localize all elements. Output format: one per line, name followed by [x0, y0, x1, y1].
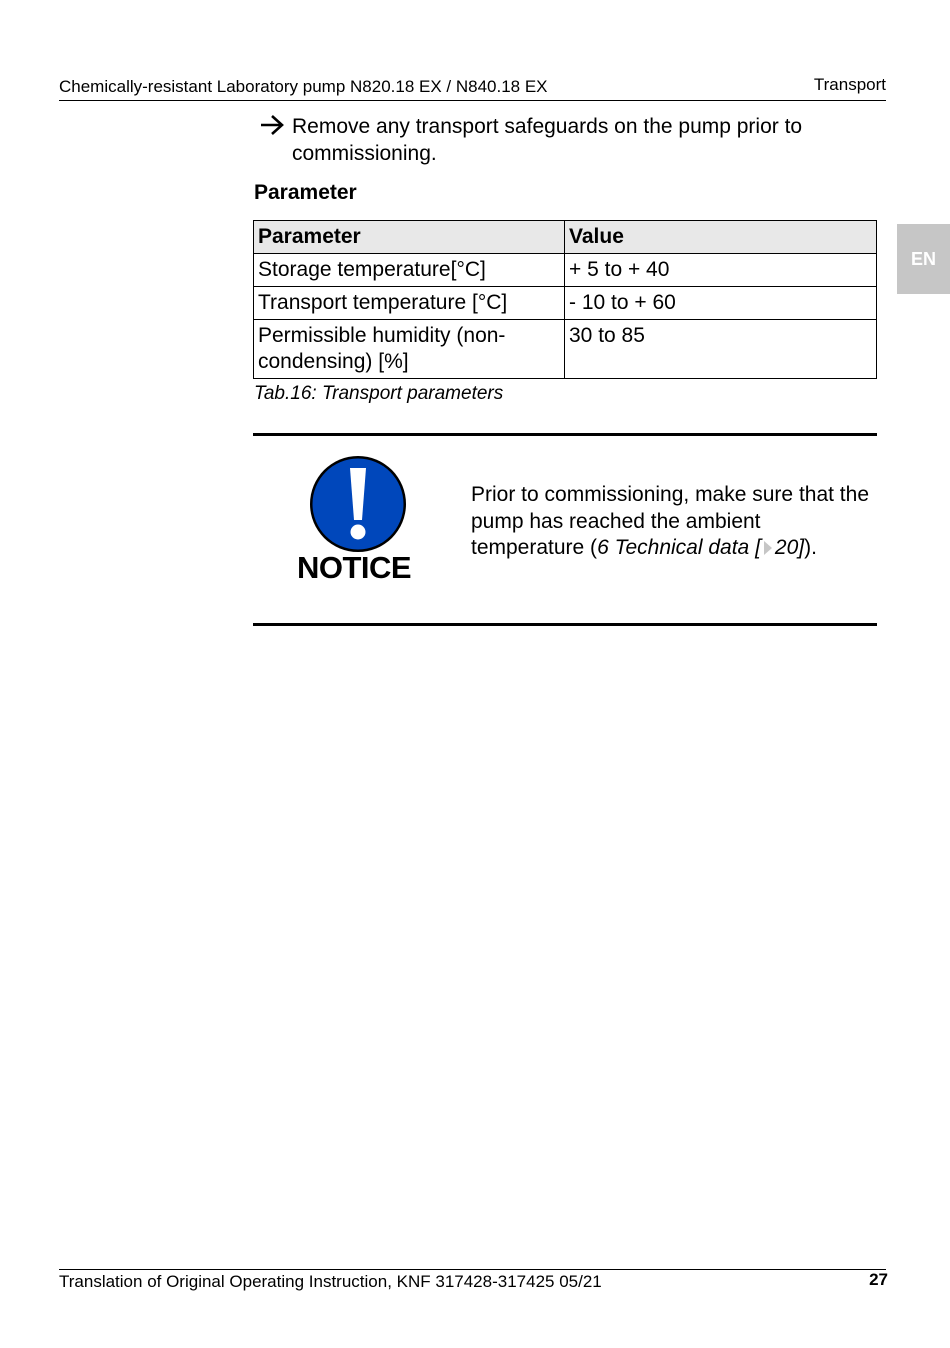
notice-bottom-divider: [253, 623, 877, 626]
table-row: [254, 254, 877, 287]
table-row: [254, 287, 877, 320]
arrow-right-icon: [259, 113, 287, 137]
table-cell: + 5 to + 40: [565, 254, 877, 287]
table-cell: - 10 to + 60: [565, 287, 877, 320]
notice-text: [471, 482, 871, 562]
instruction-step: [259, 113, 879, 167]
section-heading: Parameter: [254, 181, 357, 204]
notice-top-divider: [253, 433, 877, 436]
header-section-title: Transport: [813, 75, 886, 94]
page-number: 27: [869, 1270, 888, 1289]
header-document-title: Chemically-resistant Laboratory pump N820.18 EX / N840.18 EX: [59, 77, 548, 96]
table-header-parameter: Parameter: [254, 221, 565, 254]
reference-page: 20]: [774, 536, 805, 559]
table-cell: Permissible humidity (non-condensing) [%]: [254, 320, 565, 379]
table-cell: Transport temperature [°C]: [254, 287, 565, 320]
table-header-value: Value: [565, 221, 877, 254]
notice-text-end: ).: [804, 536, 817, 559]
footer-divider: [59, 1269, 886, 1270]
table-caption: Tab.16: Transport parameters: [254, 383, 504, 404]
reference-label: 6 Technical data [: [597, 536, 761, 559]
exclamation-icon: [308, 454, 408, 554]
table-row: [254, 320, 877, 379]
instruction-text: Remove any transport safeguards on the pump prior to commissioning.: [292, 115, 803, 165]
notice-label: NOTICE: [297, 550, 412, 585]
technical-data-reference-link[interactable]: [597, 536, 804, 559]
page-reference-icon: [764, 541, 772, 555]
header-divider: [59, 100, 886, 101]
notice-text-main: Prior to commissioning, make sure that the pump has reached the ambient temperature (: [471, 483, 869, 559]
transport-parameters-table: [253, 220, 877, 379]
footer-text: Translation of Original Operating Instruction, KNF 317428-317425 05/21: [59, 1272, 602, 1291]
table-cell: 30 to 85: [565, 320, 877, 379]
language-tab: EN: [897, 224, 950, 294]
table-cell: Storage temperature[°C]: [254, 254, 565, 287]
table-header-row: [254, 221, 877, 254]
